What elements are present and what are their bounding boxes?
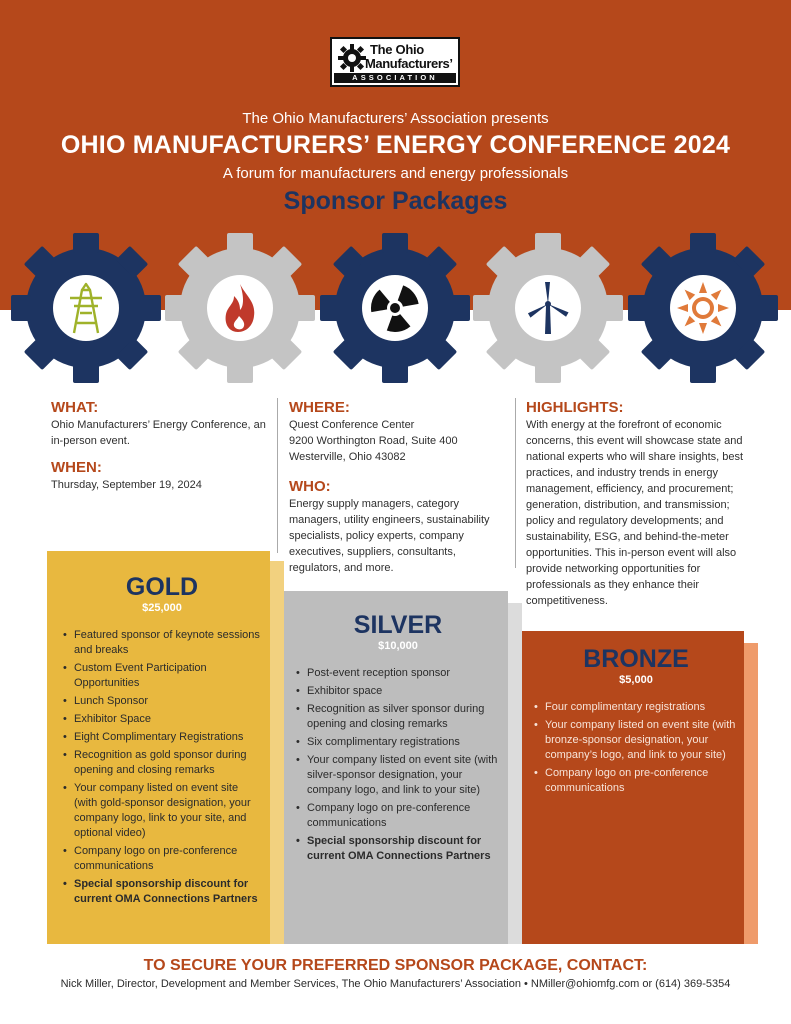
list-item: • Company logo on pre-conference communications: [63, 844, 261, 874]
gold-tier-title: GOLD: [125, 573, 199, 601]
list-item: • Special sponsorship discount for current OMA Connections Partners: [63, 877, 261, 907]
when-text: Thursday, September 19, 2024: [51, 479, 202, 491]
contact-heading: TO SECURE YOUR PREFERRED SPONSOR PACKAGE, CONTACT:: [143, 957, 648, 974]
bronze-package: [522, 631, 744, 944]
list-item: • Exhibitor space: [296, 684, 500, 699]
logo-gear-icon: [337, 43, 367, 73]
list-item: • Your company listed on event site (with bronze-sponsor designation, your company’s logo, and link to your site): [534, 718, 738, 763]
where-line-3: Westerville, Ohio 43082: [289, 451, 406, 463]
sun-gear: [628, 233, 778, 383]
highlights-text: With energy at the forefront of economic concerns, this event will showcase state and national experts who will share insights, best practices, and industry trends in energy management, efficiency, and procurement; generation, distribution, and transmission; policy and regulatory developments; and sustainability, ESG, and behind-the-meter opportunities. This in-person event will also provide networking opportunities for professionals as they enhance their competitiveness.: [526, 419, 744, 607]
when-label: WHEN:: [51, 459, 102, 476]
gold-package: [47, 551, 270, 944]
page-title: OHIO MANUFACTURERS’ ENERGY CONFERENCE 2024: [60, 131, 731, 159]
where-who-column: [289, 399, 509, 576]
energy-gears-row: [0, 233, 791, 383]
list-item: • Post-event reception sponsor: [296, 666, 500, 681]
gold-benefits-list: [63, 628, 261, 907]
list-item: • Four complimentary registrations: [534, 700, 738, 715]
page-subtitle: A forum for manufacturers and energy professionals: [222, 165, 569, 182]
silver-tier-title: SILVER: [353, 611, 443, 639]
sun-icon: [677, 282, 729, 334]
list-item: • Special sponsorship discount for current OMA Connections Partners: [296, 834, 500, 864]
list-item: • Your company listed on event site (with gold-sponsor designation, your company logo, link to your site, and optional video): [63, 781, 261, 841]
highlights-column: [526, 399, 752, 609]
logo-line-3: ASSOCIATION: [334, 73, 456, 83]
where-label: WHERE:: [289, 399, 350, 416]
list-item: • Exhibitor Space: [63, 712, 261, 727]
flame-gear: [165, 233, 315, 383]
silver-price: $10,000: [378, 640, 418, 652]
highlights-label: HIGHLIGHTS:: [526, 399, 624, 416]
who-text: Energy supply managers, category managers, utility engineers, sustainability specialists, policy experts, company executives, suppliers, consultants, regulators, and more.: [289, 498, 490, 574]
contact-details[interactable]: Nick Miller, Director, Development and Member Services, The Ohio Manufacturers’ Association • NMiller@ohiomfg.com or (614) 369-5354: [60, 978, 731, 990]
where-line-1: Quest Conference Center: [289, 419, 415, 431]
list-item: • Featured sponsor of keynote sessions and breaks: [63, 628, 261, 658]
what-label: WHAT:: [51, 399, 99, 416]
gold-price: $25,000: [142, 602, 182, 614]
what-text: Ohio Manufacturers’ Energy Conference, an in-person event.: [51, 419, 266, 447]
logo-line-2: Manufacturers’: [365, 56, 453, 71]
what-when-column: [51, 399, 271, 493]
list-item: • Lunch Sponsor: [63, 694, 261, 709]
list-item: • Recognition as gold sponsor during opening and closing remarks: [63, 748, 261, 778]
gold-package-edge: [270, 561, 284, 944]
oma-logo[interactable]: [330, 37, 460, 87]
wind-turbine-gear: [473, 233, 623, 383]
silver-package-edge: [508, 603, 522, 944]
bronze-tier-title: BRONZE: [583, 645, 689, 673]
where-line-2: 9200 Worthington Road, Suite 400: [289, 435, 458, 447]
power-tower-gear: [11, 233, 161, 383]
silver-package: [284, 591, 508, 944]
bronze-price: $5,000: [619, 674, 653, 686]
list-item: • Eight Complimentary Registrations: [63, 730, 261, 745]
list-item: • Custom Event Participation Opportunities: [63, 661, 261, 691]
column-divider: [515, 398, 516, 568]
silver-benefits-list: [296, 666, 500, 864]
column-divider: [277, 398, 278, 553]
sponsor-packages-title: Sponsor Packages: [283, 187, 508, 215]
list-item: • Company logo on pre-conference communications: [296, 801, 500, 831]
logo-line-1: The Ohio: [370, 42, 424, 57]
list-item: • Six complimentary registrations: [296, 735, 500, 750]
bronze-benefits-list: [534, 700, 738, 796]
list-item: • Company logo on pre-conference communications: [534, 766, 738, 796]
bronze-package-edge: [744, 643, 758, 944]
radiation-gear: [320, 233, 470, 383]
list-item: • Recognition as silver sponsor during opening and closing remarks: [296, 702, 500, 732]
who-label: WHO:: [289, 478, 331, 495]
list-item: • Your company listed on event site (with silver-sponsor designation, your company logo, and link to your site): [296, 753, 500, 798]
presents-line: The Ohio Manufacturers’ Association presents: [242, 110, 549, 127]
